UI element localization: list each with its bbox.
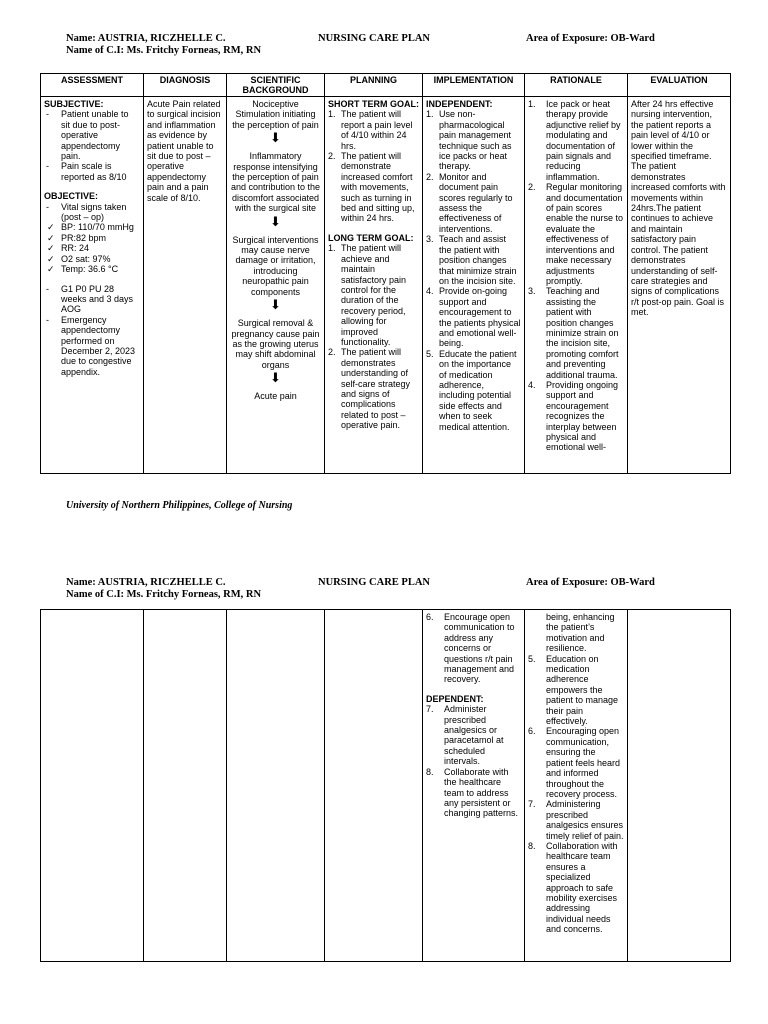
col-header-background: SCIENTIFIC BACKGROUND	[227, 74, 325, 97]
student-name: Name: AUSTRIA, RICZHELLE C.	[66, 33, 226, 44]
subjective-label: SUBJECTIVE:	[44, 99, 104, 109]
diagnosis-cell	[144, 97, 227, 474]
col-header-implementation: IMPLEMENTATION	[423, 74, 525, 97]
vitals-label: - Vital signs taken (post – op)	[44, 202, 140, 223]
evaluation-text: After 24 hrs effective nursing intervention, the patient reports a pain level of 4/10 or lower within the specified timeframe. The patient demonstrates increased comforts with movements within 24hrs.The patient continues to achieve and maintain satisfactory pain control. The patient demonstrates understanding of self-care strategies and signs of complications r/t post-op pain. Goal is met.	[631, 99, 726, 318]
intervention-item: 3. Teach and assist the patient with position changes that minimize strain on the incision site.	[426, 234, 517, 286]
diagnosis-text: Acute Pain related to surgical incision and inflammation as evidence by patient unable to sit due to post – operative appendectomy pain and a pain scale of 8/10.	[147, 99, 221, 203]
implementation-cell	[423, 97, 525, 474]
page-title: NURSING CARE PLAN	[318, 33, 431, 44]
intervention-item: 7. Administer prescribed analgesics or paracetamol at scheduled intervals.	[426, 704, 504, 767]
rationale-item: 8. Collaboration with healthcare team ensures a specialized approach to safe mobility exercises addressing individual needs and concerns.	[528, 840, 618, 935]
long-term-goal-item: 1. The patient will achieve and maintain satisfactory pain control for the duration of the recovery period, allowing for improved functionality.	[328, 243, 407, 347]
col-header-diagnosis: DIAGNOSIS	[144, 74, 227, 97]
intervention-item: 6. Encourage open communication to address any concerns or questions r/t pain management and recovery.	[426, 612, 515, 685]
diagnosis-cell	[144, 610, 227, 962]
down-arrow-icon: ⬇	[270, 370, 281, 386]
rationale-item: 6. Encouraging open communication, ensuring the patient feels heard and informed throughout the recovery process.	[528, 726, 621, 799]
objective-item: - G1 P0 PU 28 weeks and 3 days AOG	[44, 284, 140, 315]
care-plan-table-page2	[40, 609, 731, 962]
long-term-goal-label: LONG TERM GOAL:	[328, 232, 414, 243]
background-step: Acute pain	[254, 391, 297, 402]
intervention-item: 2. Monitor and document pain scores regularly to assess the effectiveness of interventions.	[426, 171, 513, 234]
vital-sign-item: ✓ Temp: 36.6 °C	[44, 264, 140, 274]
short-term-goal-label: SHORT TERM GOAL:	[328, 99, 419, 109]
intervention-item: 1. Use non-pharmacological pain management technique such as ice packs or heat therapy.	[426, 109, 512, 172]
vital-sign-item: ✓ RR: 24	[44, 243, 140, 253]
area-of-exposure: Area of Exposure: OB-Ward	[526, 33, 655, 44]
evaluation-cell	[628, 610, 731, 962]
intervention-item: 8. Collaborate with the healthcare team to address any persistent or changing patterns.	[426, 766, 519, 819]
background-step: Surgical removal & pregnancy cause pain as the growing uterus may shift abdominal organs	[231, 318, 320, 370]
col-header-assessment: ASSESSMENT	[41, 74, 144, 97]
background-cell	[227, 97, 325, 474]
background-cell	[227, 610, 325, 962]
rationale-item: 2. Regular monitoring and documentation of pain scores enable the nurse to evaluate the effectiveness of interventions and make necessary adjustments promptly.	[528, 182, 624, 286]
vital-sign-item: ✓ O2 sat: 97%	[44, 254, 140, 264]
planning-cell	[325, 610, 423, 962]
institution-footer: University of Northern Philippines, College of Nursing	[66, 500, 293, 511]
assessment-cell	[41, 610, 144, 962]
col-header-evaluation: EVALUATION	[628, 74, 731, 97]
student-name: Name: AUSTRIA, RICZHELLE C.	[66, 577, 226, 588]
col-header-planning: PLANNING	[325, 74, 423, 97]
independent-label: INDEPENDENT:	[426, 99, 493, 109]
rationale-item: 5. Education on medication adherence empowers the patient to manage their pain effectively.	[528, 653, 619, 727]
intervention-item: 4. Provide on-going support and encouragement to the patients physical and emotional well-being.	[426, 286, 521, 349]
subjective-item: - Patient unable to sit due to post-operative appendectomy pain.	[44, 109, 140, 161]
vital-sign-item: ✓ BP: 110/70 mmHg	[44, 222, 140, 232]
short-term-goal-item: 1. The patient will report a pain level of 4/10 within 24 hrs.	[328, 109, 413, 151]
background-step: Nociceptive Stimulation initiating the perception of pain	[232, 99, 319, 130]
objective-item: - Emergency appendectomy performed on December 2, 2023 due to congestive appendix.	[44, 315, 140, 377]
rationale-cell	[525, 97, 628, 474]
page-title: NURSING CARE PLAN	[318, 577, 431, 588]
rationale-continuation: being, enhancing the patient’s motivation and resilience.	[546, 612, 615, 654]
objective-label: OBJECTIVE:	[44, 191, 99, 202]
rationale-item: 1. Ice pack or heat therapy provide adjunctive relief by modulating and documentation of pain signals and reducing inflammation.	[528, 99, 621, 182]
assessment-cell	[41, 97, 144, 474]
down-arrow-icon: ⬇	[270, 297, 281, 313]
clinical-instructor: Name of C.I: Ms. Fritchy Forneas, RM, RN	[66, 45, 262, 56]
long-term-goal-item: 2. The patient will demonstrates understanding of self-care strategy and signs of complications related to post – operative pain.	[328, 347, 411, 431]
evaluation-cell	[628, 97, 731, 474]
down-arrow-icon: ⬇	[270, 130, 281, 146]
clinical-instructor: Name of C.I: Ms. Fritchy Forneas, RM, RN	[66, 589, 262, 600]
background-step: Inflammatory response intensifying the perception of pain and contribution to the discomfort associated with the surgical site	[230, 151, 321, 214]
rationale-item: 3. Teaching and assisting the patient with position changes minimize strain on the incision site, promoting comfort and preventing additional trauma.	[528, 286, 619, 380]
dependent-label: DEPENDENT:	[426, 693, 484, 704]
background-step: Surgical interventions may cause nerve damage or irritation, introducing neuropathic pain components	[232, 234, 319, 297]
intervention-item: 5. Educate the patient on the importance of medication adherence, including potential side effects and when to seek medical attention.	[426, 348, 517, 432]
subjective-item: - Pain scale is reported as 8/10	[44, 161, 140, 182]
rationale-item: 7. Administering prescribed analgesics ensures timely relief of pain.	[528, 799, 624, 841]
col-header-rationale: RATIONALE	[525, 74, 628, 97]
vital-sign-item: ✓ PR:82 bpm	[44, 233, 140, 243]
care-plan-table-page1	[40, 73, 731, 474]
implementation-cell	[423, 610, 525, 962]
rationale-item: 4. Providing ongoing support and encouragement recognizes the interplay between physical and emotional well-	[528, 379, 619, 453]
planning-cell	[325, 97, 423, 474]
short-term-goal-item: 2. The patient will demonstrate increased comfort with movements, such as turning in bed and sitting up, within 24 hrs.	[328, 151, 415, 224]
down-arrow-icon: ⬇	[270, 213, 281, 229]
rationale-cell	[525, 610, 628, 962]
area-of-exposure: Area of Exposure: OB-Ward	[526, 577, 655, 588]
